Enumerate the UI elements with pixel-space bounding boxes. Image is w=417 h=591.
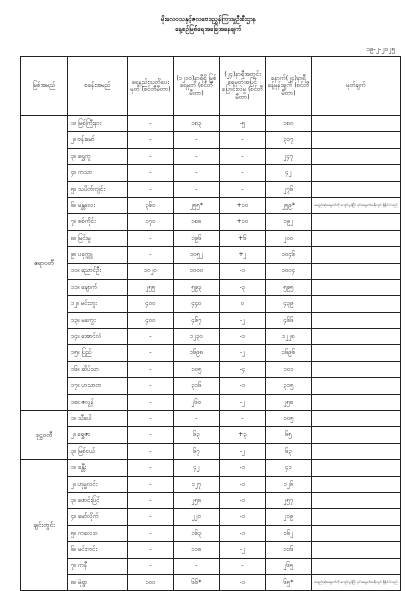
column-header: စခန်းအမည် bbox=[68, 57, 128, 116]
forecast-level: ၁၉၂ bbox=[266, 214, 312, 230]
water-level: ၁၆၃ bbox=[174, 525, 220, 541]
level-change: +၆ bbox=[220, 230, 266, 246]
forecast-level: ၂၄၇ bbox=[266, 148, 312, 164]
low-warning-level: - bbox=[128, 394, 174, 410]
column-header: (၁၂၁၀)နာရီရှိ မြစ်ရေမှတ် (စင်တီမီတာ) bbox=[174, 57, 220, 116]
level-change: -၁ bbox=[220, 476, 266, 492]
water-level: ၂၅၈ bbox=[174, 492, 220, 508]
table-row bbox=[21, 574, 401, 590]
low-warning-level: - bbox=[128, 492, 174, 508]
forecast-level: ၃၁၅ bbox=[266, 378, 312, 394]
station-name: ၁၃။ မကွေး bbox=[68, 312, 128, 328]
remark bbox=[312, 312, 401, 328]
forecast-level: ၂၅၈ bbox=[266, 394, 312, 410]
table-row bbox=[21, 361, 401, 377]
remark bbox=[312, 492, 401, 508]
water-level: ၆၆* bbox=[174, 574, 220, 590]
table-row bbox=[21, 165, 401, 181]
water-level: ၁၂၃၀ bbox=[174, 329, 220, 345]
forecast-level: ၁၀၄၆ bbox=[266, 247, 312, 263]
low-warning-level: - bbox=[128, 460, 174, 476]
remark: အနည်းဆုံးရေမှတ်ကို ကျော်လွန်ပြီး ၎င်းရေမှတ်အနီးတွင် ရှိနိုင်ပါသည် bbox=[312, 197, 401, 213]
water-level: ၂၅၅* bbox=[174, 197, 220, 213]
table-row bbox=[21, 411, 401, 427]
low-warning-level: - bbox=[128, 443, 174, 459]
low-warning-level: - bbox=[128, 329, 174, 345]
low-warning-level: - bbox=[128, 345, 174, 361]
remark bbox=[312, 132, 401, 148]
forecast-level: ၄၃၉ bbox=[266, 296, 312, 312]
table-row bbox=[21, 230, 401, 246]
level-change: -၂ bbox=[220, 345, 266, 361]
table-row bbox=[21, 345, 401, 361]
remark bbox=[312, 230, 401, 246]
low-warning-level: ၄၀၀ bbox=[128, 312, 174, 328]
low-warning-level: ၁၀၀ bbox=[128, 574, 174, 590]
remark bbox=[312, 296, 401, 312]
table-row bbox=[21, 492, 401, 508]
level-change: -၁ bbox=[220, 460, 266, 476]
water-level: ၃၁၆ bbox=[174, 378, 220, 394]
level-change: - bbox=[220, 132, 266, 148]
table-row bbox=[21, 247, 401, 263]
report-date: ၁၉-၂-၂၀၂၅ bbox=[366, 45, 395, 53]
forecast-level: ၁၈၀ bbox=[266, 116, 312, 132]
station-name: ၁၄။ အောင်လံ bbox=[68, 329, 128, 345]
level-change: +၃ bbox=[220, 427, 266, 443]
remark bbox=[312, 116, 401, 132]
level-change: -၁ bbox=[220, 525, 266, 541]
remark bbox=[312, 460, 401, 476]
water-level: - bbox=[174, 132, 220, 148]
station-name: ၁၇။ ဟသာတ bbox=[68, 378, 128, 394]
remark bbox=[312, 525, 401, 541]
forecast-level: ၄၆၆ bbox=[266, 312, 312, 328]
level-change: - bbox=[220, 148, 266, 164]
remark bbox=[312, 476, 401, 492]
low-warning-level: - bbox=[128, 378, 174, 394]
column-header: မှတ်ချက် bbox=[312, 57, 401, 116]
low-warning-level: - bbox=[128, 116, 174, 132]
station-name: ၂။ ဟုမ္မလင်း bbox=[68, 476, 128, 492]
remark bbox=[312, 378, 401, 394]
table-row bbox=[21, 394, 401, 410]
forecast-level: ၄၂ bbox=[266, 165, 312, 181]
level-change: -၁ bbox=[220, 378, 266, 394]
forecast-level: ၆၅* bbox=[266, 574, 312, 590]
level-change: - bbox=[220, 181, 266, 197]
level-change: +၁၀ bbox=[220, 197, 266, 213]
forecast-level: ၆၅ bbox=[266, 427, 312, 443]
table-row bbox=[21, 476, 401, 492]
forecast-level: ၅၉၅ bbox=[266, 279, 312, 295]
table-row bbox=[21, 329, 401, 345]
low-warning-level: ၁၇၀ bbox=[128, 214, 174, 230]
table-row bbox=[21, 525, 401, 541]
remark: အနည်းဆုံးရေမှတ်ကို ကျော်လွန်ပြီး ၎င်းရေမှတ်အနီးတွင် ရှိနိုင်ပါသည် bbox=[312, 574, 401, 590]
remark bbox=[312, 443, 401, 459]
remark bbox=[312, 279, 401, 295]
table-row bbox=[21, 296, 401, 312]
level-change: - bbox=[220, 558, 266, 574]
forecast-level: ၆၃ bbox=[266, 443, 312, 459]
station-name: ၈။ မြင်းမူ bbox=[68, 230, 128, 246]
column-header: နောက်(၂၄)နာရီ ခန့်မှန်းချက် (စင်တီမီတာ) bbox=[266, 57, 312, 116]
station-name: ၅။ ကလေးဝ bbox=[68, 525, 128, 541]
remark bbox=[312, 361, 401, 377]
forecast-level: ၁၀၁ bbox=[266, 361, 312, 377]
water-level: - bbox=[174, 148, 220, 164]
table-row bbox=[21, 132, 401, 148]
forecast-level: ၁၆၉၆ bbox=[266, 345, 312, 361]
remark bbox=[312, 542, 401, 558]
low-warning-level: ၃၆၀ bbox=[128, 197, 174, 213]
low-warning-level: - bbox=[128, 247, 174, 263]
low-warning-level: - bbox=[128, 132, 174, 148]
level-change: -၁ bbox=[220, 263, 266, 279]
forecast-level: ၄၁ bbox=[266, 460, 312, 476]
table-row bbox=[21, 443, 401, 459]
level-change: -၁ bbox=[220, 574, 266, 590]
remark bbox=[312, 427, 401, 443]
table-header bbox=[21, 57, 401, 116]
level-change: -၂ bbox=[220, 312, 266, 328]
remark bbox=[312, 148, 401, 164]
station-name: ၁၀။ ညောင်ဦး bbox=[68, 263, 128, 279]
water-level: ၁၁၈ bbox=[174, 542, 220, 558]
station-name: ၇။ ကနီ bbox=[68, 558, 128, 574]
level-change: +၁၀ bbox=[220, 214, 266, 230]
remark bbox=[312, 509, 401, 525]
table-row bbox=[21, 263, 401, 279]
forecast-level: ၃၁၇ bbox=[266, 132, 312, 148]
station-name: ၁၅။ ပြည် bbox=[68, 345, 128, 361]
level-change: -၂ bbox=[220, 394, 266, 410]
table-row bbox=[21, 378, 401, 394]
water-level: ၁၉၆ bbox=[174, 230, 220, 246]
water-level: ၁၆၉၈ bbox=[174, 345, 220, 361]
remark bbox=[312, 411, 401, 427]
station-name: ၉။ ပခုက္ကူ bbox=[68, 247, 128, 263]
forecast-level: ၂၅၇ bbox=[266, 492, 312, 508]
station-name: ၃။ ရွှေကူ bbox=[68, 148, 128, 164]
station-name: ၁၈။ ဇလွန် bbox=[68, 394, 128, 410]
column-header: (၂၄)နာရီအတွင်း ရေမှတ်အပြင် ပြောင်းလဲမှု (စင်တီမီတာ) bbox=[220, 57, 266, 116]
forecast-level: ၂၇၆ bbox=[266, 181, 312, 197]
water-level: - bbox=[174, 558, 220, 574]
forecast-level: ၁၆၂ bbox=[266, 525, 312, 541]
station-name: ၂။ ရွှေဇာ bbox=[68, 427, 128, 443]
forecast-level: ၂၁၉ bbox=[266, 509, 312, 525]
column-header: မြစ်အမည် bbox=[21, 57, 68, 116]
low-warning-level: ၂၅၅ bbox=[128, 279, 174, 295]
water-level: ၆၇ bbox=[174, 443, 220, 459]
station-name: ၁။ သီပေါ bbox=[68, 411, 128, 427]
river-name: ဧရာဝတီ bbox=[21, 116, 68, 411]
station-name: ၁။ မြစ်ကြီးနား bbox=[68, 116, 128, 132]
station-name: ၇။ စစ်ကိုင်း bbox=[68, 214, 128, 230]
water-level: ၁၈၃ bbox=[174, 116, 220, 132]
table-row bbox=[21, 427, 401, 443]
station-name: ၅။ သပိတ်ကျင်း bbox=[68, 181, 128, 197]
level-change: ၀ bbox=[220, 296, 266, 312]
forecast-level: ၁၀၀၄ bbox=[266, 263, 312, 279]
level-change: -၃ bbox=[220, 279, 266, 295]
remark bbox=[312, 247, 401, 263]
water-level: ၆၃ bbox=[174, 427, 220, 443]
level-change: -၁ bbox=[220, 492, 266, 508]
forecast-level: ၂၀၀ bbox=[266, 230, 312, 246]
level-change: -၄ bbox=[220, 361, 266, 377]
water-level: ၁၂၇ bbox=[174, 476, 220, 492]
forecast-level: ၁၁၆ bbox=[266, 542, 312, 558]
forecast-level: ၁၀၅ bbox=[266, 411, 312, 427]
water-level: - bbox=[174, 181, 220, 197]
level-change: -၁ bbox=[220, 329, 266, 345]
water-level: ၄၆၇ bbox=[174, 312, 220, 328]
water-level: ၁၀၅ bbox=[174, 361, 220, 377]
level-change: - bbox=[220, 411, 266, 427]
low-warning-level: - bbox=[128, 525, 174, 541]
level-change: +၂ bbox=[220, 247, 266, 263]
level-change: -၁ bbox=[220, 509, 266, 525]
station-name: ၃။ ဖောင်းပြင် bbox=[68, 492, 128, 508]
water-level: - bbox=[174, 165, 220, 181]
remark bbox=[312, 165, 401, 181]
level-change: -၂ bbox=[220, 443, 266, 459]
table-row bbox=[21, 148, 401, 164]
header-row bbox=[21, 57, 401, 116]
water-level: ၂၂၀ bbox=[174, 509, 220, 525]
forecast-level: ၁၂၆ bbox=[266, 476, 312, 492]
station-name: ၁။ ခန္တီး bbox=[68, 460, 128, 476]
water-level: ၄၂ bbox=[174, 460, 220, 476]
water-level: ၁၈၈ bbox=[174, 214, 220, 230]
low-warning-level: - bbox=[128, 509, 174, 525]
station-name: ၁၂။ မင်းဘူး bbox=[68, 296, 128, 312]
remark bbox=[312, 181, 401, 197]
remark bbox=[312, 329, 401, 345]
low-warning-level: - bbox=[128, 558, 174, 574]
level-change: - bbox=[220, 165, 266, 181]
report-title: မိုးလေဝသနှင့်ဇလဗေဒညွှန်ကြားမှုဦးစီးဌာန bbox=[161, 16, 256, 23]
station-name: ၆။ မင်းကင်း bbox=[68, 542, 128, 558]
station-name: ၃။ မြစ်ငယ် bbox=[68, 443, 128, 459]
water-level: ၂၆၀ bbox=[174, 394, 220, 410]
forecast-level: ၂၅၉* bbox=[266, 197, 312, 213]
station-name: ၄။ မော်လိုက် bbox=[68, 509, 128, 525]
table-row bbox=[21, 279, 401, 295]
table-row bbox=[21, 509, 401, 525]
table-row bbox=[21, 116, 401, 132]
station-name: ၆။ မန္တလေး bbox=[68, 197, 128, 213]
low-warning-level: ၄၀၀ bbox=[128, 296, 174, 312]
remark bbox=[312, 394, 401, 410]
table-row bbox=[21, 197, 401, 213]
station-name: ၄။ ကသာ bbox=[68, 165, 128, 181]
level-change: -၂ bbox=[220, 542, 266, 558]
level-change: -၅ bbox=[220, 116, 266, 132]
table-row bbox=[21, 460, 401, 476]
low-warning-level: - bbox=[128, 411, 174, 427]
low-warning-level: - bbox=[128, 165, 174, 181]
table-row bbox=[21, 312, 401, 328]
low-warning-level: - bbox=[128, 181, 174, 197]
river-level-table bbox=[20, 56, 401, 591]
low-warning-level: - bbox=[128, 230, 174, 246]
remark bbox=[312, 345, 401, 361]
station-name: ၁၁။ ချောက် bbox=[68, 279, 128, 295]
low-warning-level: - bbox=[128, 361, 174, 377]
table-body bbox=[21, 116, 401, 591]
station-name: ၈။ မုံရွာ bbox=[68, 574, 128, 590]
station-name: ၁၆။ ဆိပ်သာ bbox=[68, 361, 128, 377]
low-warning-level: - bbox=[128, 427, 174, 443]
low-warning-level: - bbox=[128, 148, 174, 164]
forecast-level: ၁၂၂၈ bbox=[266, 329, 312, 345]
water-level: ၅၉၃ bbox=[174, 279, 220, 295]
remark bbox=[312, 214, 401, 230]
low-warning-level: - bbox=[128, 542, 174, 558]
water-level: ၄၄၀ bbox=[174, 296, 220, 312]
low-warning-level: ၁၀၂၀ bbox=[128, 263, 174, 279]
water-level: - bbox=[174, 411, 220, 427]
remark bbox=[312, 558, 401, 574]
report-subtitle: နေ့စဉ်မြစ်ရေအခြေအနေချက် bbox=[175, 26, 242, 33]
low-warning-level: - bbox=[128, 476, 174, 492]
column-header: ရေနည်းသတိပေးမှတ် (စင်တီမီတာ) bbox=[128, 57, 174, 116]
river-name: ချင်းတွင်း bbox=[21, 460, 68, 591]
river-name: ဒုဋ္ဌဝတီ bbox=[21, 411, 68, 460]
remark bbox=[312, 263, 401, 279]
table-row bbox=[21, 558, 401, 574]
water-level: ၁၀၅၂ bbox=[174, 247, 220, 263]
water-level: ၁၀၀၀ bbox=[174, 263, 220, 279]
forecast-level: ၂၆၅ bbox=[266, 558, 312, 574]
table-row bbox=[21, 542, 401, 558]
table-row bbox=[21, 181, 401, 197]
table-row bbox=[21, 214, 401, 230]
station-name: ၂။ ဗန်းမော် bbox=[68, 132, 128, 148]
